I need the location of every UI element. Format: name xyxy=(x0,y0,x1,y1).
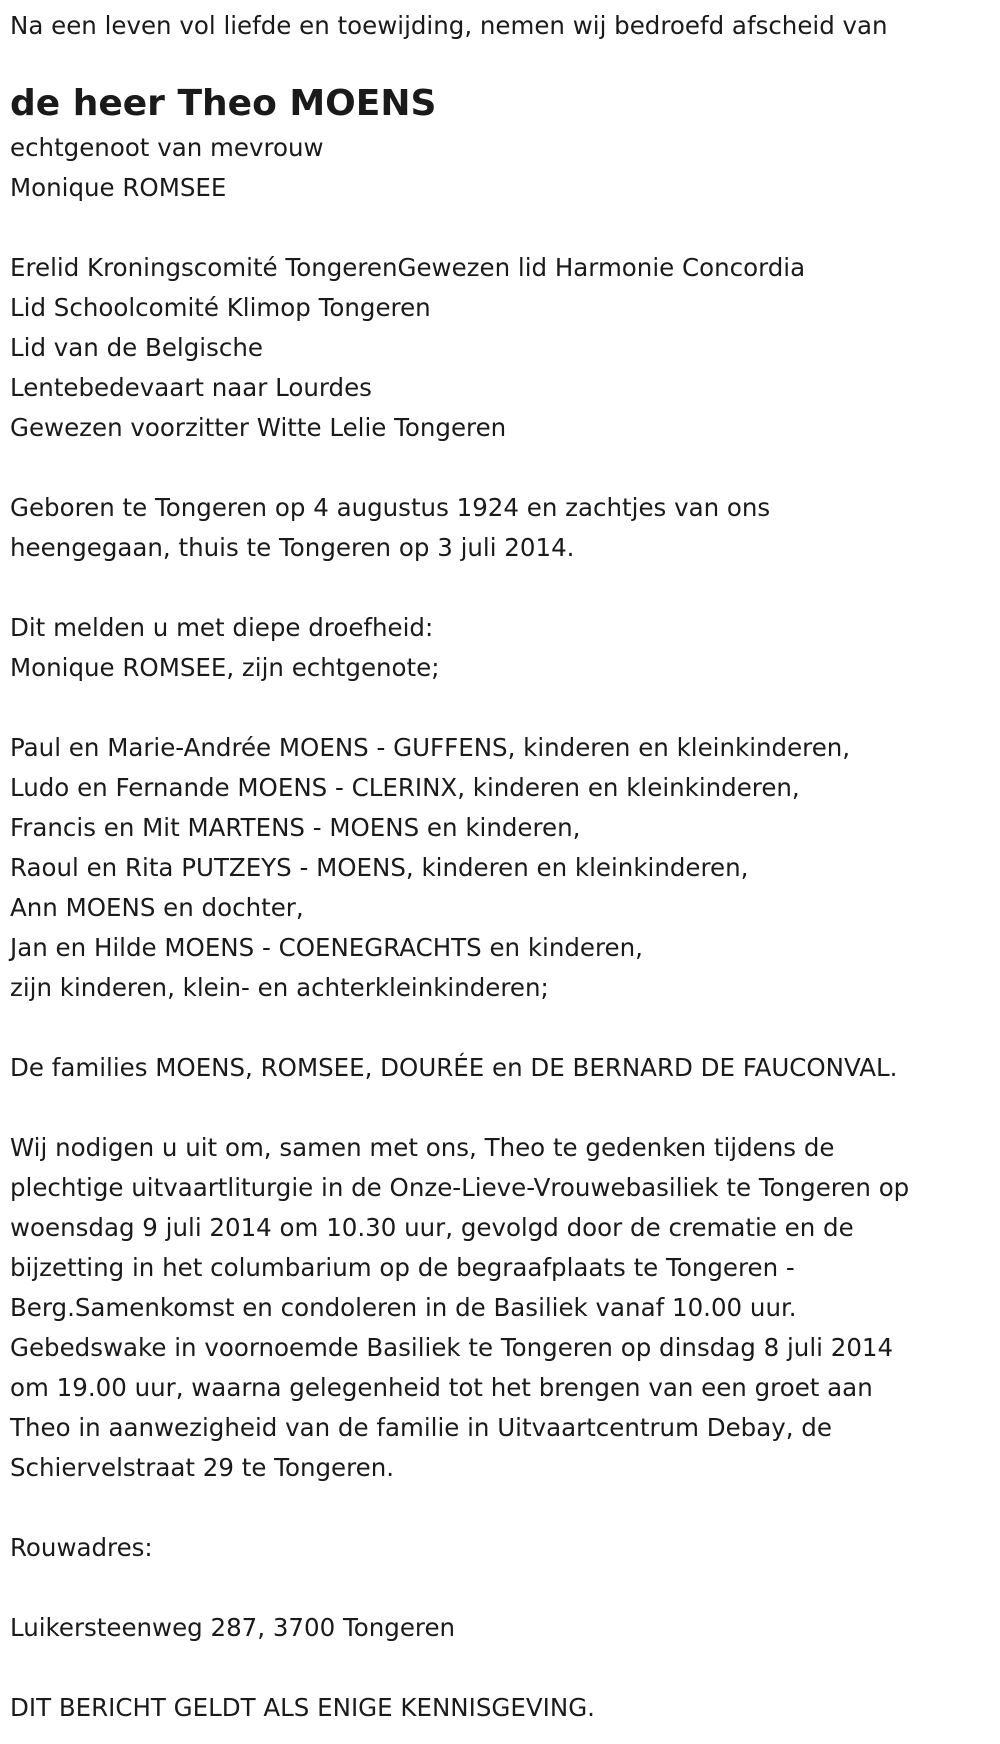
child-line: Francis en Mit MARTENS - MOENS en kinderen, xyxy=(10,813,581,842)
closing-section xyxy=(10,1688,1000,1728)
families-line: De families MOENS, ROMSEE, DOURÉE en DE BERNARD DE FAUCONVAL. xyxy=(10,1053,898,1082)
ceremony-line: om 19.00 uur, waarna gelegenheid tot het brengen van een groet aan xyxy=(10,1373,873,1402)
families-section xyxy=(10,1048,1000,1088)
closing-notice: DIT BERICHT GELDT ALS ENIGE KENNISGEVING. xyxy=(10,1693,595,1722)
mourning-address: Luikersteenweg 287, 3700 Tongeren xyxy=(10,1613,456,1642)
membership-line: Erelid Kroningscomité TongerenGewezen lid Harmonie Concordia xyxy=(10,253,806,282)
spouse-line: Monique ROMSEE xyxy=(10,173,227,202)
child-line: Ann MOENS en dochter, xyxy=(10,893,304,922)
memberships-section xyxy=(10,248,1000,448)
membership-line: Lid Schoolcomité Klimop Tongeren xyxy=(10,293,431,322)
address-label-section xyxy=(10,1528,1000,1568)
ceremony-line: Wij nodigen u uit om, samen met ons, Theo te gedenken tijdens de xyxy=(10,1133,835,1162)
address-section xyxy=(10,1608,1000,1648)
child-line: Paul en Marie-Andrée MOENS - GUFFENS, kinderen en kleinkinderen, xyxy=(10,733,851,762)
membership-line: Lentebedevaart naar Lourdes xyxy=(10,373,372,402)
deceased-name: de heer Theo MOENS xyxy=(10,83,437,124)
ceremony-section xyxy=(10,1128,1000,1488)
child-line: Jan en Hilde MOENS - COENEGRACHTS en kinderen, xyxy=(10,933,643,962)
ceremony-line: Schiervelstraat 29 te Tongeren. xyxy=(10,1453,395,1482)
ceremony-line: Berg.Samenkomst en condoleren in de Basiliek vanaf 10.00 uur. xyxy=(10,1293,797,1322)
intro-text: Na een leven vol liefde en toewijding, nemen wij bedroefd afscheid van xyxy=(10,11,888,40)
announcers-section xyxy=(10,608,1000,688)
birth-death-line: heengegaan, thuis te Tongeren op 3 juli 2014. xyxy=(10,533,575,562)
child-line: Raoul en Rita PUTZEYS - MOENS, kinderen en kleinkinderen, xyxy=(10,853,749,882)
children-section xyxy=(10,728,1000,1008)
child-line: Ludo en Fernande MOENS - CLERINX, kinderen en kleinkinderen, xyxy=(10,773,800,802)
ceremony-line: bijzetting in het columbarium op de begraafplaats te Tongeren - xyxy=(10,1253,795,1282)
child-line: zijn kinderen, klein- en achterkleinkinderen; xyxy=(10,973,549,1002)
announcers-line: Dit melden u met diepe droefheid: xyxy=(10,613,434,642)
spouse-line: echtgenoot van mevrouw xyxy=(10,133,324,162)
address-label: Rouwadres: xyxy=(10,1533,153,1562)
birth-death-section xyxy=(10,488,1000,568)
ceremony-line: plechtige uitvaartliturgie in de Onze-Lieve-Vrouwebasiliek te Tongeren op xyxy=(10,1173,910,1202)
ceremony-line: Gebedswake in voornoemde Basiliek te Tongeren op dinsdag 8 juli 2014 xyxy=(10,1333,894,1362)
membership-line: Gewezen voorzitter Witte Lelie Tongeren xyxy=(10,413,507,442)
announcers-line: Monique ROMSEE, zijn echtgenote; xyxy=(10,653,440,682)
membership-line: Lid van de Belgische xyxy=(10,333,263,362)
birth-death-line: Geboren te Tongeren op 4 augustus 1924 en zachtjes van ons xyxy=(10,493,771,522)
ceremony-line: woensdag 9 juli 2014 om 10.30 uur, gevolgd door de crematie en de xyxy=(10,1213,854,1242)
ceremony-line: Theo in aanwezigheid van de familie in Uitvaartcentrum Debay, de xyxy=(10,1413,832,1442)
spouse-section xyxy=(10,128,1000,208)
